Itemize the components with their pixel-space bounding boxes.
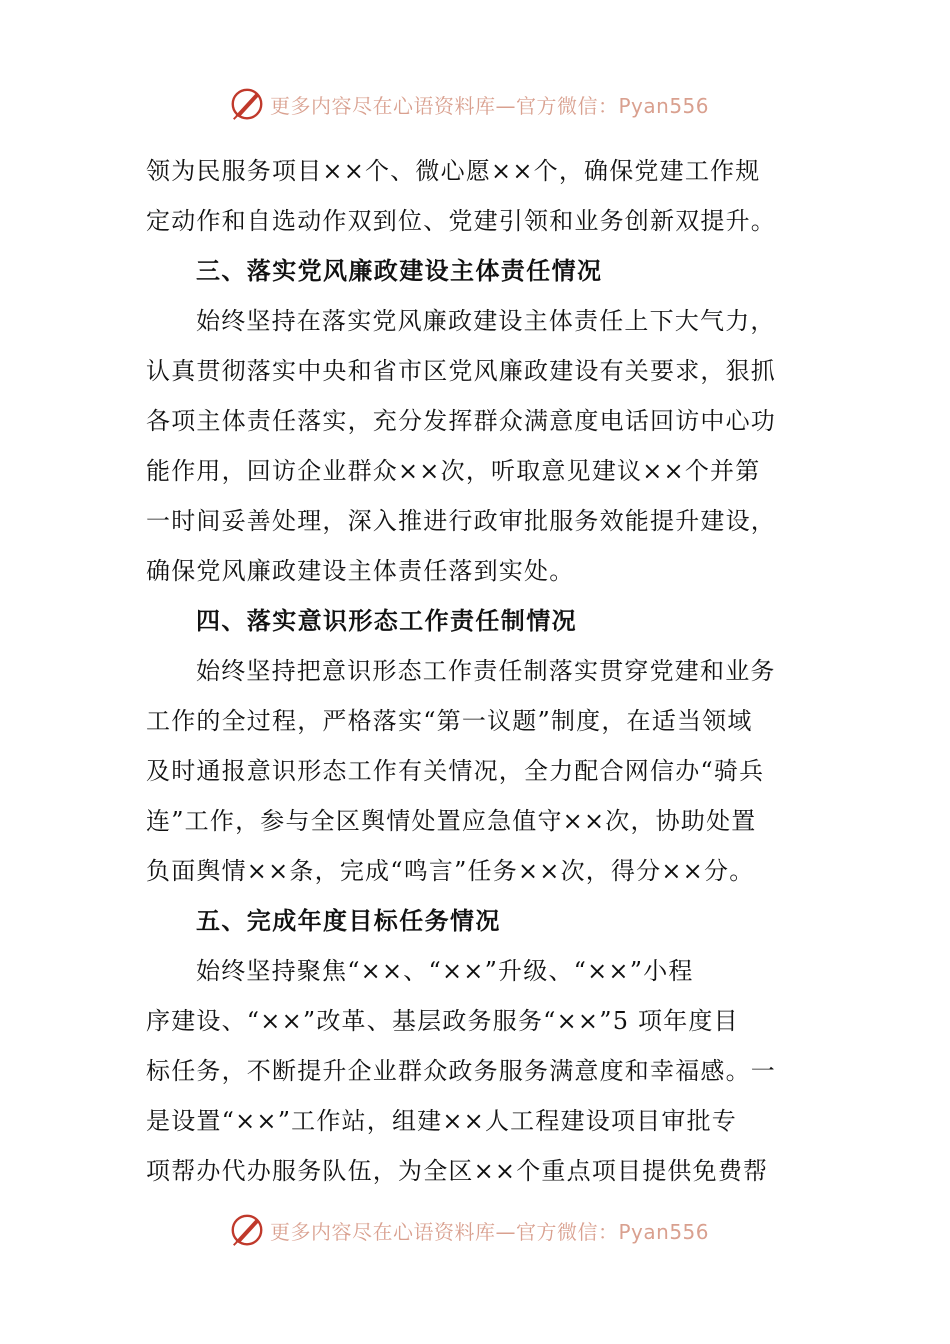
text-line: 负面舆情××条，完成“鸣言”任务××次，得分××分。 [146, 857, 755, 885]
text-line: 连”工作，参与全区舆情处置应急值守××次，协助处置 [146, 807, 757, 835]
quill-logo-icon [228, 1211, 266, 1249]
text-line: 领为民服务项目××个、微心愿××个，确保党建工作规 [146, 157, 761, 185]
text-line: 及时通报意识形态工作有关情况，全力配合网信办“骑兵 [146, 757, 765, 785]
header-watermark [228, 84, 709, 124]
text-line: 能作用，回访企业群众××次，听取意见建议××个并第 [146, 457, 761, 485]
text-line: 序建设、“××”改革、基层政务服务“××”5 项年度目 [146, 1007, 739, 1035]
section-heading: 四、落实意识形态工作责任制情况 [196, 607, 577, 635]
footer-watermark [228, 1210, 709, 1250]
text-line: 一时间妥善处理，深入推进行政审批服务效能提升建设， [146, 507, 776, 535]
section-heading: 五、完成年度目标任务情况 [196, 907, 501, 935]
text-line: 始终坚持在落实党风廉政建设主体责任上下大气力， [196, 307, 776, 335]
text-line: 项帮办代办服务队伍，为全区××个重点项目提供免费帮 [146, 1157, 769, 1185]
text-line: 标任务，不断提升企业群众政务服务满意度和幸福感。一 [146, 1057, 776, 1085]
section-heading: 三、落实党风廉政建设主体责任情况 [196, 257, 603, 285]
text-line: 各项主体责任落实，充分发挥群众满意度电话回访中心功 [146, 407, 776, 435]
text-line: 始终坚持聚焦“××、“××”升级、“××”小程 [196, 957, 694, 985]
text-line: 认真贯彻落实中央和省市区党风廉政建设有关要求，狠抓 [146, 357, 776, 385]
quill-logo-icon [228, 85, 266, 123]
text-line: 是设置“××”工作站，组建××人工程建设项目审批专 [146, 1107, 737, 1135]
watermark-text: 更多内容尽在心语资料库—官方微信：Pyan556 [270, 93, 710, 118]
watermark-text: 更多内容尽在心语资料库—官方微信：Pyan556 [270, 1219, 710, 1244]
document-body [146, 146, 806, 1196]
text-line: 定动作和自选动作双到位、党建引领和业务创新双提升。 [146, 207, 776, 235]
text-line: 工作的全过程，严格落实“第一议题”制度，在适当领域 [146, 707, 753, 735]
text-line: 确保党风廉政建设主体责任落到实处。 [146, 557, 575, 585]
text-line: 始终坚持把意识形态工作责任制落实贯穿党建和业务 [196, 657, 776, 685]
